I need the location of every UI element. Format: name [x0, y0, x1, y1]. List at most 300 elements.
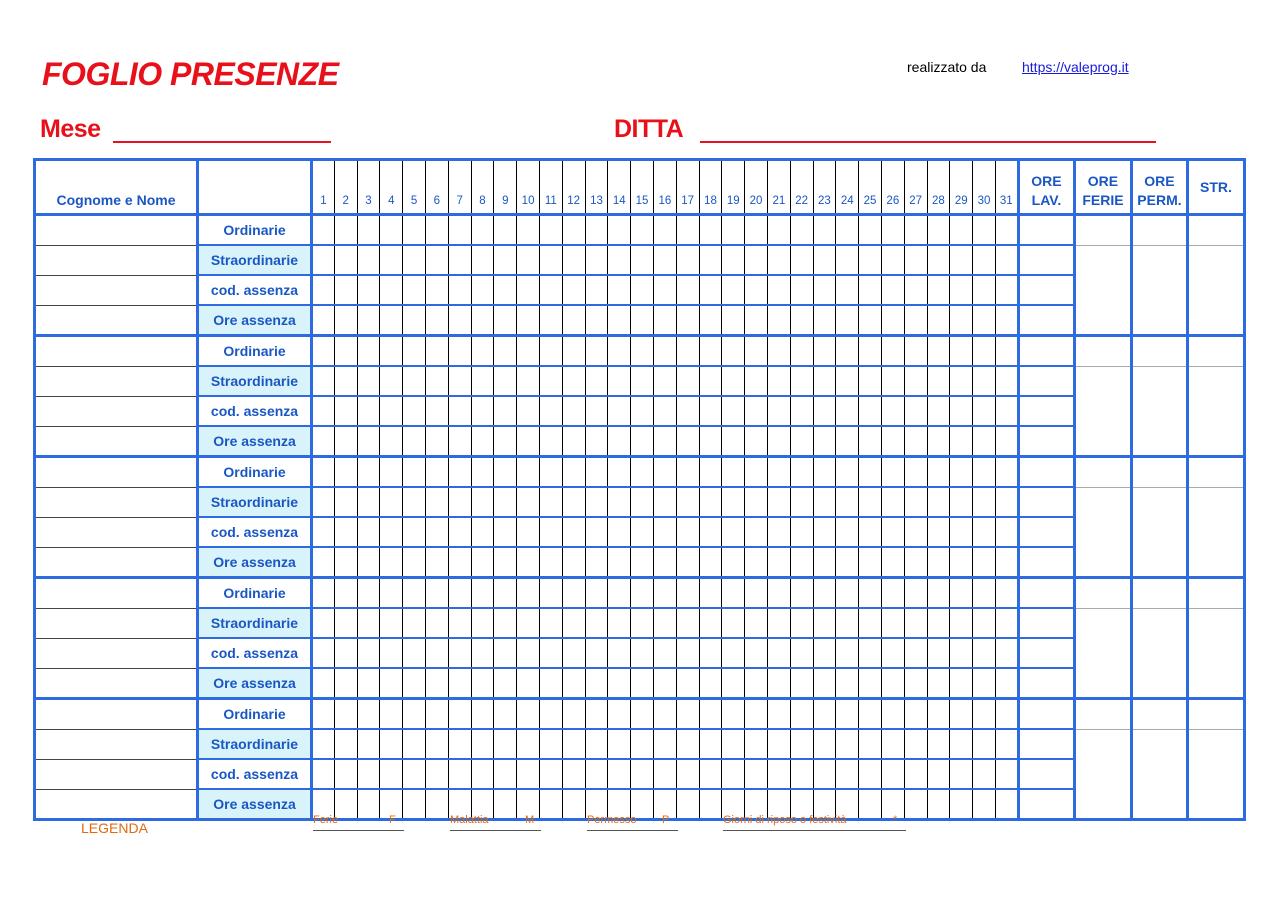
day-cell[interactable] — [539, 789, 562, 820]
day-cell[interactable] — [904, 789, 927, 820]
day-cell[interactable] — [859, 245, 882, 275]
day-cell[interactable] — [927, 547, 950, 578]
day-cell[interactable] — [608, 668, 631, 699]
day-cell[interactable] — [403, 517, 426, 547]
day-cell[interactable] — [494, 396, 517, 426]
summary-cell[interactable] — [1131, 729, 1188, 820]
summary-cell[interactable] — [1018, 245, 1075, 275]
day-cell[interactable] — [813, 487, 836, 517]
day-cell[interactable] — [403, 215, 426, 246]
day-cell[interactable] — [676, 517, 699, 547]
day-cell[interactable] — [517, 668, 540, 699]
day-cell[interactable] — [995, 578, 1018, 609]
day-cell[interactable] — [790, 759, 813, 789]
day-cell[interactable] — [380, 457, 403, 488]
summary-cell[interactable] — [1018, 578, 1075, 609]
day-cell[interactable] — [631, 759, 654, 789]
day-cell[interactable] — [767, 336, 790, 367]
day-cell[interactable] — [813, 759, 836, 789]
summary-cell[interactable] — [1131, 578, 1188, 609]
day-cell[interactable] — [585, 759, 608, 789]
day-cell[interactable] — [859, 517, 882, 547]
day-cell[interactable] — [722, 699, 745, 730]
day-cell[interactable] — [973, 245, 996, 275]
day-cell[interactable] — [403, 578, 426, 609]
day-cell[interactable] — [927, 789, 950, 820]
day-cell[interactable] — [357, 547, 380, 578]
day-cell[interactable] — [745, 215, 768, 246]
day-cell[interactable] — [836, 668, 859, 699]
day-cell[interactable] — [334, 759, 357, 789]
day-cell[interactable] — [676, 305, 699, 336]
day-cell[interactable] — [973, 578, 996, 609]
day-cell[interactable] — [494, 336, 517, 367]
day-cell[interactable] — [859, 729, 882, 759]
day-cell[interactable] — [722, 426, 745, 457]
day-cell[interactable] — [904, 396, 927, 426]
day-cell[interactable] — [995, 668, 1018, 699]
day-cell[interactable] — [927, 305, 950, 336]
day-cell[interactable] — [722, 578, 745, 609]
employee-name-cell[interactable] — [35, 547, 198, 578]
employee-name-cell[interactable] — [35, 396, 198, 426]
day-cell[interactable] — [745, 245, 768, 275]
day-cell[interactable] — [517, 638, 540, 668]
day-cell[interactable] — [334, 457, 357, 488]
summary-cell[interactable] — [1131, 245, 1188, 336]
day-cell[interactable] — [562, 275, 585, 305]
day-cell[interactable] — [722, 336, 745, 367]
day-cell[interactable] — [995, 426, 1018, 457]
day-cell[interactable] — [403, 305, 426, 336]
summary-cell[interactable] — [1018, 275, 1075, 305]
day-cell[interactable] — [653, 396, 676, 426]
summary-cell[interactable] — [1188, 215, 1245, 246]
day-cell[interactable] — [653, 426, 676, 457]
day-cell[interactable] — [471, 215, 494, 246]
day-cell[interactable] — [950, 608, 973, 638]
employee-name-cell[interactable] — [35, 789, 198, 820]
summary-cell[interactable] — [1188, 457, 1245, 488]
day-cell[interactable] — [790, 668, 813, 699]
summary-cell[interactable] — [1018, 366, 1075, 396]
day-cell[interactable] — [517, 426, 540, 457]
day-cell[interactable] — [676, 699, 699, 730]
day-cell[interactable] — [995, 608, 1018, 638]
day-cell[interactable] — [813, 638, 836, 668]
day-cell[interactable] — [471, 426, 494, 457]
day-cell[interactable] — [767, 699, 790, 730]
day-cell[interactable] — [836, 245, 859, 275]
day-cell[interactable] — [745, 638, 768, 668]
day-cell[interactable] — [608, 336, 631, 367]
employee-name-cell[interactable] — [35, 578, 198, 609]
day-cell[interactable] — [699, 699, 722, 730]
day-cell[interactable] — [653, 638, 676, 668]
day-cell[interactable] — [653, 336, 676, 367]
day-cell[interactable] — [722, 638, 745, 668]
day-cell[interactable] — [927, 517, 950, 547]
day-cell[interactable] — [380, 547, 403, 578]
day-cell[interactable] — [425, 457, 448, 488]
day-cell[interactable] — [334, 668, 357, 699]
day-cell[interactable] — [767, 275, 790, 305]
day-cell[interactable] — [859, 305, 882, 336]
day-cell[interactable] — [494, 517, 517, 547]
day-cell[interactable] — [403, 729, 426, 759]
summary-cell[interactable] — [1018, 638, 1075, 668]
day-cell[interactable] — [312, 547, 335, 578]
day-cell[interactable] — [722, 396, 745, 426]
day-cell[interactable] — [425, 275, 448, 305]
day-cell[interactable] — [699, 517, 722, 547]
day-cell[interactable] — [562, 336, 585, 367]
day-cell[interactable] — [927, 668, 950, 699]
day-cell[interactable] — [585, 457, 608, 488]
day-cell[interactable] — [722, 608, 745, 638]
day-cell[interactable] — [357, 275, 380, 305]
day-cell[interactable] — [448, 729, 471, 759]
day-cell[interactable] — [904, 699, 927, 730]
day-cell[interactable] — [859, 275, 882, 305]
day-cell[interactable] — [836, 608, 859, 638]
day-cell[interactable] — [448, 487, 471, 517]
day-cell[interactable] — [881, 245, 904, 275]
day-cell[interactable] — [745, 547, 768, 578]
summary-cell[interactable] — [1131, 457, 1188, 488]
day-cell[interactable] — [562, 215, 585, 246]
day-cell[interactable] — [950, 366, 973, 396]
day-cell[interactable] — [904, 608, 927, 638]
day-cell[interactable] — [631, 668, 654, 699]
day-cell[interactable] — [813, 457, 836, 488]
day-cell[interactable] — [722, 457, 745, 488]
day-cell[interactable] — [585, 245, 608, 275]
day-cell[interactable] — [631, 578, 654, 609]
day-cell[interactable] — [539, 729, 562, 759]
day-cell[interactable] — [334, 729, 357, 759]
day-cell[interactable] — [585, 396, 608, 426]
day-cell[interactable] — [745, 275, 768, 305]
employee-name-cell[interactable] — [35, 608, 198, 638]
day-cell[interactable] — [790, 638, 813, 668]
day-cell[interactable] — [676, 366, 699, 396]
day-cell[interactable] — [312, 608, 335, 638]
day-cell[interactable] — [403, 426, 426, 457]
day-cell[interactable] — [950, 396, 973, 426]
day-cell[interactable] — [836, 699, 859, 730]
day-cell[interactable] — [859, 426, 882, 457]
day-cell[interactable] — [403, 336, 426, 367]
day-cell[interactable] — [539, 396, 562, 426]
day-cell[interactable] — [790, 699, 813, 730]
day-cell[interactable] — [608, 638, 631, 668]
day-cell[interactable] — [904, 215, 927, 246]
summary-cell[interactable] — [1018, 608, 1075, 638]
summary-cell[interactable] — [1018, 547, 1075, 578]
day-cell[interactable] — [631, 215, 654, 246]
day-cell[interactable] — [813, 426, 836, 457]
summary-cell[interactable] — [1018, 426, 1075, 457]
day-cell[interactable] — [494, 426, 517, 457]
day-cell[interactable] — [403, 245, 426, 275]
day-cell[interactable] — [494, 578, 517, 609]
day-cell[interactable] — [950, 215, 973, 246]
day-cell[interactable] — [836, 275, 859, 305]
day-cell[interactable] — [676, 789, 699, 820]
day-cell[interactable] — [357, 487, 380, 517]
day-cell[interactable] — [904, 305, 927, 336]
day-cell[interactable] — [950, 517, 973, 547]
day-cell[interactable] — [767, 426, 790, 457]
day-cell[interactable] — [608, 608, 631, 638]
day-cell[interactable] — [745, 305, 768, 336]
day-cell[interactable] — [334, 699, 357, 730]
day-cell[interactable] — [380, 336, 403, 367]
day-cell[interactable] — [631, 305, 654, 336]
day-cell[interactable] — [859, 638, 882, 668]
summary-cell[interactable] — [1188, 699, 1245, 730]
day-cell[interactable] — [334, 578, 357, 609]
day-cell[interactable] — [403, 547, 426, 578]
day-cell[interactable] — [745, 457, 768, 488]
day-cell[interactable] — [608, 517, 631, 547]
day-cell[interactable] — [973, 668, 996, 699]
day-cell[interactable] — [425, 608, 448, 638]
day-cell[interactable] — [494, 668, 517, 699]
day-cell[interactable] — [585, 215, 608, 246]
day-cell[interactable] — [995, 215, 1018, 246]
summary-cell[interactable] — [1075, 366, 1132, 457]
day-cell[interactable] — [334, 336, 357, 367]
day-cell[interactable] — [881, 487, 904, 517]
day-cell[interactable] — [767, 366, 790, 396]
day-cell[interactable] — [813, 215, 836, 246]
day-cell[interactable] — [836, 457, 859, 488]
day-cell[interactable] — [699, 275, 722, 305]
day-cell[interactable] — [608, 547, 631, 578]
day-cell[interactable] — [927, 396, 950, 426]
day-cell[interactable] — [927, 759, 950, 789]
day-cell[interactable] — [494, 759, 517, 789]
day-cell[interactable] — [904, 366, 927, 396]
day-cell[interactable] — [722, 245, 745, 275]
day-cell[interactable] — [403, 668, 426, 699]
day-cell[interactable] — [631, 547, 654, 578]
day-cell[interactable] — [312, 426, 335, 457]
day-cell[interactable] — [813, 578, 836, 609]
day-cell[interactable] — [950, 729, 973, 759]
summary-cell[interactable] — [1018, 729, 1075, 759]
day-cell[interactable] — [562, 699, 585, 730]
day-cell[interactable] — [403, 638, 426, 668]
summary-cell[interactable] — [1018, 305, 1075, 336]
day-cell[interactable] — [448, 245, 471, 275]
day-cell[interactable] — [836, 638, 859, 668]
day-cell[interactable] — [836, 215, 859, 246]
day-cell[interactable] — [973, 759, 996, 789]
summary-cell[interactable] — [1018, 396, 1075, 426]
day-cell[interactable] — [653, 487, 676, 517]
day-cell[interactable] — [927, 366, 950, 396]
day-cell[interactable] — [471, 759, 494, 789]
day-cell[interactable] — [836, 759, 859, 789]
day-cell[interactable] — [836, 517, 859, 547]
day-cell[interactable] — [722, 547, 745, 578]
day-cell[interactable] — [767, 457, 790, 488]
day-cell[interactable] — [950, 457, 973, 488]
day-cell[interactable] — [745, 366, 768, 396]
day-cell[interactable] — [973, 396, 996, 426]
summary-cell[interactable] — [1018, 668, 1075, 699]
day-cell[interactable] — [881, 275, 904, 305]
summary-cell[interactable] — [1131, 608, 1188, 699]
day-cell[interactable] — [312, 487, 335, 517]
day-cell[interactable] — [312, 759, 335, 789]
day-cell[interactable] — [904, 729, 927, 759]
day-cell[interactable] — [881, 547, 904, 578]
day-cell[interactable] — [448, 215, 471, 246]
day-cell[interactable] — [539, 517, 562, 547]
day-cell[interactable] — [859, 457, 882, 488]
day-cell[interactable] — [859, 668, 882, 699]
day-cell[interactable] — [722, 729, 745, 759]
day-cell[interactable] — [676, 729, 699, 759]
summary-cell[interactable] — [1018, 487, 1075, 517]
day-cell[interactable] — [699, 457, 722, 488]
day-cell[interactable] — [425, 366, 448, 396]
day-cell[interactable] — [653, 759, 676, 789]
day-cell[interactable] — [813, 275, 836, 305]
day-cell[interactable] — [676, 578, 699, 609]
day-cell[interactable] — [585, 275, 608, 305]
day-cell[interactable] — [562, 245, 585, 275]
day-cell[interactable] — [539, 215, 562, 246]
day-cell[interactable] — [403, 457, 426, 488]
summary-cell[interactable] — [1075, 457, 1132, 488]
day-cell[interactable] — [585, 638, 608, 668]
day-cell[interactable] — [312, 517, 335, 547]
summary-cell[interactable] — [1075, 578, 1132, 609]
day-cell[interactable] — [448, 366, 471, 396]
day-cell[interactable] — [471, 699, 494, 730]
day-cell[interactable] — [425, 729, 448, 759]
day-cell[interactable] — [539, 608, 562, 638]
day-cell[interactable] — [767, 245, 790, 275]
day-cell[interactable] — [859, 578, 882, 609]
day-cell[interactable] — [562, 517, 585, 547]
day-cell[interactable] — [585, 547, 608, 578]
day-cell[interactable] — [653, 275, 676, 305]
day-cell[interactable] — [608, 426, 631, 457]
day-cell[interactable] — [631, 729, 654, 759]
day-cell[interactable] — [995, 366, 1018, 396]
day-cell[interactable] — [950, 699, 973, 730]
day-cell[interactable] — [448, 668, 471, 699]
day-cell[interactable] — [790, 578, 813, 609]
day-cell[interactable] — [676, 487, 699, 517]
day-cell[interactable] — [312, 336, 335, 367]
day-cell[interactable] — [631, 487, 654, 517]
day-cell[interactable] — [699, 305, 722, 336]
summary-cell[interactable] — [1018, 517, 1075, 547]
day-cell[interactable] — [631, 426, 654, 457]
day-cell[interactable] — [517, 699, 540, 730]
day-cell[interactable] — [334, 547, 357, 578]
day-cell[interactable] — [539, 487, 562, 517]
day-cell[interactable] — [585, 699, 608, 730]
day-cell[interactable] — [312, 699, 335, 730]
summary-cell[interactable] — [1075, 699, 1132, 730]
day-cell[interactable] — [904, 487, 927, 517]
employee-name-cell[interactable] — [35, 457, 198, 488]
day-cell[interactable] — [494, 275, 517, 305]
day-cell[interactable] — [859, 699, 882, 730]
day-cell[interactable] — [904, 578, 927, 609]
day-cell[interactable] — [334, 396, 357, 426]
day-cell[interactable] — [539, 305, 562, 336]
day-cell[interactable] — [471, 366, 494, 396]
day-cell[interactable] — [357, 336, 380, 367]
day-cell[interactable] — [950, 668, 973, 699]
day-cell[interactable] — [653, 729, 676, 759]
day-cell[interactable] — [653, 699, 676, 730]
day-cell[interactable] — [380, 245, 403, 275]
day-cell[interactable] — [973, 275, 996, 305]
day-cell[interactable] — [995, 305, 1018, 336]
day-cell[interactable] — [904, 245, 927, 275]
day-cell[interactable] — [676, 608, 699, 638]
day-cell[interactable] — [722, 668, 745, 699]
day-cell[interactable] — [745, 699, 768, 730]
day-cell[interactable] — [494, 215, 517, 246]
day-cell[interactable] — [334, 487, 357, 517]
day-cell[interactable] — [859, 547, 882, 578]
day-cell[interactable] — [973, 215, 996, 246]
day-cell[interactable] — [881, 668, 904, 699]
day-cell[interactable] — [403, 789, 426, 820]
day-cell[interactable] — [585, 366, 608, 396]
summary-cell[interactable] — [1131, 215, 1188, 246]
day-cell[interactable] — [904, 638, 927, 668]
day-cell[interactable] — [790, 457, 813, 488]
day-cell[interactable] — [403, 396, 426, 426]
day-cell[interactable] — [745, 517, 768, 547]
day-cell[interactable] — [562, 487, 585, 517]
day-cell[interactable] — [973, 699, 996, 730]
day-cell[interactable] — [904, 668, 927, 699]
day-cell[interactable] — [813, 668, 836, 699]
day-cell[interactable] — [517, 366, 540, 396]
day-cell[interactable] — [471, 396, 494, 426]
day-cell[interactable] — [995, 517, 1018, 547]
day-cell[interactable] — [745, 426, 768, 457]
day-cell[interactable] — [562, 457, 585, 488]
day-cell[interactable] — [653, 305, 676, 336]
day-cell[interactable] — [312, 366, 335, 396]
summary-cell[interactable] — [1131, 336, 1188, 367]
day-cell[interactable] — [539, 366, 562, 396]
day-cell[interactable] — [471, 729, 494, 759]
day-cell[interactable] — [357, 396, 380, 426]
day-cell[interactable] — [585, 305, 608, 336]
day-cell[interactable] — [904, 547, 927, 578]
day-cell[interactable] — [539, 759, 562, 789]
day-cell[interactable] — [539, 699, 562, 730]
day-cell[interactable] — [471, 578, 494, 609]
day-cell[interactable] — [631, 366, 654, 396]
day-cell[interactable] — [836, 729, 859, 759]
